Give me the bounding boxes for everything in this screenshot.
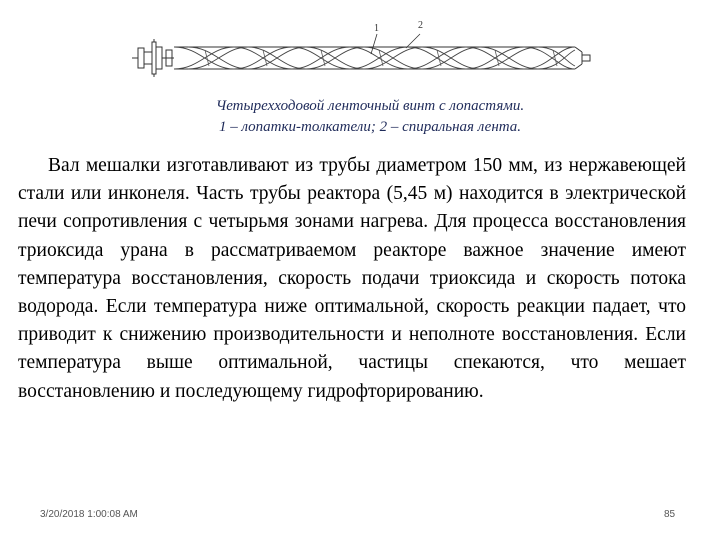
shaft-tube xyxy=(174,47,590,69)
leader-lines xyxy=(371,34,420,54)
footer-page-number: 85 xyxy=(664,509,676,520)
caption-line-2: 1 – лопатки-толкатели; 2 – спиральная лента. xyxy=(218,119,522,135)
body-paragraph xyxy=(18,152,686,406)
caption-line-1: Четырехходовой ленточный винт с лопастями. xyxy=(215,98,525,114)
body-paragraph-text: Вал мешалки изготавливают из трубы диаметром 150 мм, из нержавеющей стали или инконеля. Часть трубы реактора (5,45 м) находится в электрической печи сопротивления с четырьмя зонами нагрева. Для процесса восстановления триоксида урана в рассматриваемом реакторе важное значение имеют температура восстановления, скорость подачи триоксида и скорость потока водорода. Если температура ниже оптимальной, скорость реакции падает, что приводит к снижению производительности и неполноте восстановления. Если температура выше оптимальной, частицы спекаются, что мешает восстановлению и последующему гидрофторированию. xyxy=(18,155,686,402)
screw-conveyor-figure xyxy=(130,14,600,100)
figure-caption xyxy=(100,96,640,138)
shaft-flange-left xyxy=(132,39,174,77)
figure-label-2: 2 xyxy=(418,20,423,31)
spiral-ribbon xyxy=(174,47,575,69)
footer-timestamp: 3/20/2018 1:00:08 AM xyxy=(40,509,138,520)
figure-label-1: 1 xyxy=(374,23,379,34)
